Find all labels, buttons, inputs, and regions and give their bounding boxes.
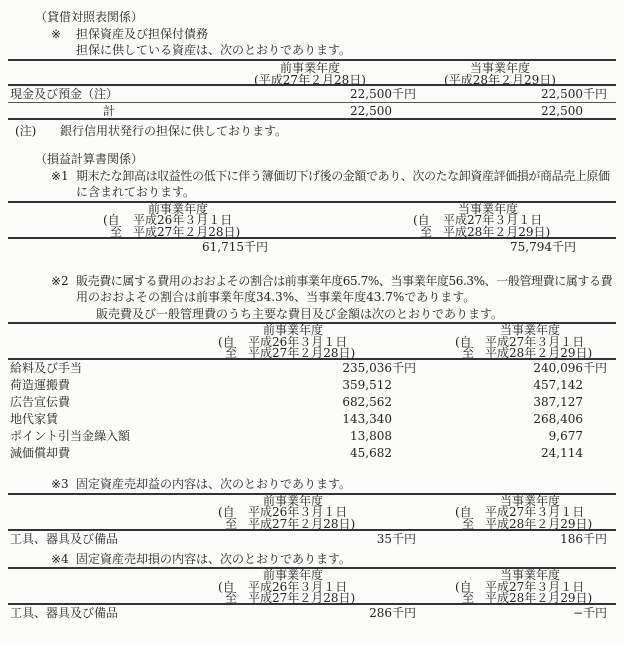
collateral-table-header: [8, 61, 616, 86]
prev-year-value: 143,340: [342, 412, 392, 426]
curr-year-value: 24,114: [541, 446, 583, 460]
note2-mark: ※2: [51, 273, 69, 288]
prev-year-header: [218, 495, 368, 531]
prev-year-label: 前事業年度: [262, 568, 323, 582]
balance-sheet-section-title: （貸借対照表関係）: [35, 10, 144, 24]
curr-year-label: 当事業年度: [457, 201, 518, 216]
note2-text-line1: 販売費に属する費用のおおよその割合は前事業年度65.7%、当事業年度56.3%、一般管理費に属する費: [76, 273, 613, 288]
collateral-table: [8, 59, 616, 120]
period-header: [8, 569, 616, 605]
note2-text-line2: 用のおおよその割合は前事業年度34.3%、当事業年度43.7%であります。: [76, 290, 476, 304]
row-label: 工具、器具及び備品: [10, 606, 119, 620]
curr-year-unit: 千円: [552, 239, 577, 254]
prev-year-unit: 千円: [392, 361, 417, 375]
to-date: 平成27年２月28日): [248, 591, 356, 606]
from-prefix: (自: [218, 505, 235, 519]
to-prefix: 至: [462, 516, 475, 531]
curr-year-unit: [583, 103, 603, 118]
prev-year-date: (平成27年２月28日): [254, 73, 366, 87]
note1-text-line1: 期末たな卸高は収益性の低下に伴う簿価切下げ後の金額であり、次のたな卸資産評価損が商品売上原価: [76, 168, 610, 183]
table-row: [8, 445, 616, 462]
curr-year-unit: 千円: [583, 361, 608, 375]
curr-year-unit: 千円: [583, 531, 608, 546]
from-date: 平成26年３月１日: [133, 213, 233, 227]
from-prefix: (自: [413, 213, 430, 227]
curr-year-value: 268,406: [533, 412, 583, 426]
asset-sale-gain-table: [8, 493, 616, 547]
curr-year-value: −: [572, 606, 583, 620]
to-prefix: 至: [462, 346, 475, 361]
note4-text: 固定資産売却損の内容は、次のとおりであります。: [76, 551, 352, 566]
curr-year-unit: [583, 445, 603, 462]
row-label: 減価償却費: [10, 446, 71, 460]
prev-year-label: 前事業年度: [262, 323, 323, 337]
table-row: [8, 86, 616, 102]
collateral-footnote: [15, 123, 624, 140]
curr-year-unit: [583, 394, 603, 411]
curr-year-unit: 千円: [583, 86, 608, 101]
period-header: [8, 324, 616, 360]
prev-year-value: 22,500: [350, 86, 392, 101]
to-date: 平成27年２月28日): [248, 346, 356, 361]
prev-year-unit: 千円: [244, 239, 269, 254]
curr-year-header: [413, 203, 563, 239]
curr-year-header: [455, 569, 605, 605]
period-header: [8, 203, 616, 239]
to-prefix: 至: [110, 224, 123, 239]
table-row: [8, 411, 616, 428]
table-row: [8, 605, 616, 621]
note-mark: ※: [51, 26, 62, 41]
from-prefix: (自: [218, 334, 235, 349]
to-prefix: 至: [462, 591, 475, 606]
prev-year-unit: 千円: [392, 531, 417, 546]
to-date: 平成28年２月29日): [443, 224, 551, 239]
from-date: 平成27年３月１日: [485, 334, 585, 349]
from-date: 平成27年３月１日: [485, 505, 585, 519]
from-prefix: (自: [103, 213, 120, 227]
prev-year-value: 235,036: [342, 361, 392, 375]
curr-year-value: 457,142: [533, 378, 583, 392]
row-label: 現金及び預金（注）: [10, 86, 119, 101]
from-prefix: (自: [455, 505, 472, 519]
prev-year-header: [103, 203, 253, 239]
to-prefix: 至: [420, 224, 433, 239]
curr-year-unit: [583, 377, 603, 394]
note1-text-line2: に含まれております。: [76, 185, 196, 199]
note2-text-line3: 販売費及び一般管理費のうち主要な費目及び金額は次のとおりであります。: [96, 306, 504, 321]
prev-year-unit: [392, 445, 412, 462]
row-label: ポイント引当金繰入額: [10, 429, 131, 443]
curr-year-unit: 千円: [583, 606, 608, 620]
prev-year-unit: [392, 103, 412, 118]
collateral-note-desc: 担保に供している資産は、次のとおりであります。: [76, 43, 352, 57]
prev-year-value: 13,808: [350, 429, 392, 443]
note1-mark: ※1: [51, 168, 69, 183]
to-prefix: 至: [225, 591, 238, 606]
note3-mark: ※3: [51, 477, 69, 491]
prev-year-label: 前事業年度: [147, 201, 208, 216]
period-header: [8, 495, 616, 531]
prev-year-unit: [392, 411, 412, 428]
from-date: 平成26年３月１日: [248, 579, 348, 594]
prev-year-value: 359,512: [342, 378, 392, 392]
from-prefix: (自: [455, 579, 472, 594]
row-label: 荷造運搬費: [10, 378, 71, 392]
from-prefix: (自: [455, 334, 472, 349]
curr-year-header: [420, 62, 580, 87]
curr-year-unit: [583, 428, 603, 445]
total-row-label: 計: [103, 103, 116, 118]
curr-year-value: 22,500: [541, 86, 583, 101]
footnote-text: 銀行信用状発行の担保に供しております。: [60, 123, 288, 138]
curr-year-value: 9,677: [548, 429, 583, 443]
table-row: [8, 360, 616, 377]
prev-year-unit: 千円: [392, 606, 417, 620]
from-date: 平成26年３月１日: [248, 334, 348, 349]
table-row: [8, 377, 616, 394]
prev-year-value: 45,682: [350, 446, 392, 460]
income-statement-section-title: （損益計算書関係）: [35, 152, 144, 166]
to-prefix: 至: [225, 346, 238, 361]
table-row: [8, 239, 616, 255]
collateral-note-title: 担保資産及び担保付債務: [76, 26, 209, 41]
prev-year-value: 35: [376, 531, 392, 546]
row-label: 給料及び手当: [10, 361, 83, 375]
table-total-row: [8, 102, 616, 118]
to-date: 平成28年２月29日): [485, 591, 593, 606]
prev-year-header: [230, 62, 390, 87]
curr-year-value: 22,500: [541, 103, 583, 118]
prev-year-header: [218, 324, 368, 360]
from-prefix: (自: [218, 579, 235, 594]
table-row: [8, 531, 616, 547]
prev-year-label: 前事業年度: [262, 493, 323, 508]
from-date: 平成27年３月１日: [443, 213, 543, 227]
from-date: 平成27年３月１日: [485, 579, 585, 594]
curr-year-value: 240,096: [533, 361, 583, 375]
prev-year-unit: [392, 394, 412, 411]
prev-year-label: 前事業年度: [279, 60, 340, 75]
from-date: 平成26年３月１日: [248, 505, 348, 519]
sga-expenses-table: [8, 322, 616, 462]
note4-mark: ※4: [51, 551, 69, 566]
curr-year-unit: [583, 411, 603, 428]
row-label: 広告宣伝費: [10, 395, 71, 409]
prev-year-value: 22,500: [350, 103, 392, 118]
curr-year-label: 当事業年度: [469, 60, 530, 75]
curr-year-label: 当事業年度: [499, 323, 560, 337]
curr-year-label: 当事業年度: [499, 493, 560, 508]
to-date: 平成27年２月28日): [248, 516, 356, 531]
footnote-mark: (注): [15, 123, 37, 138]
prev-year-header: [218, 569, 368, 605]
prev-year-unit: [392, 377, 412, 394]
prev-year-value: 286: [369, 606, 392, 620]
prev-year-value: 61,715: [202, 239, 244, 254]
curr-year-value: 75,794: [510, 239, 552, 254]
inventory-writedown-table: [8, 201, 616, 255]
to-prefix: 至: [225, 516, 238, 531]
to-date: 平成27年２月28日): [133, 224, 241, 239]
prev-year-unit: 千円: [392, 86, 417, 101]
curr-year-date: (平成28年２月29日): [444, 73, 556, 87]
row-label: 工具、器具及び備品: [10, 531, 119, 546]
row-label: 地代家賃: [10, 412, 59, 426]
curr-year-value: 387,127: [533, 395, 583, 409]
curr-year-label: 当事業年度: [499, 568, 560, 582]
table-row: [8, 428, 616, 445]
note3-text: 固定資産売却益の内容は、次のとおりであります。: [76, 477, 352, 491]
to-date: 平成28年２月29日): [485, 346, 593, 361]
to-date: 平成28年２月29日): [485, 516, 593, 531]
curr-year-header: [455, 324, 605, 360]
table-row: [8, 394, 616, 411]
curr-year-value: 186: [560, 531, 583, 546]
prev-year-unit: [392, 428, 412, 445]
curr-year-header: [455, 495, 605, 531]
prev-year-value: 682,562: [342, 395, 392, 409]
asset-sale-loss-table: [8, 567, 616, 621]
